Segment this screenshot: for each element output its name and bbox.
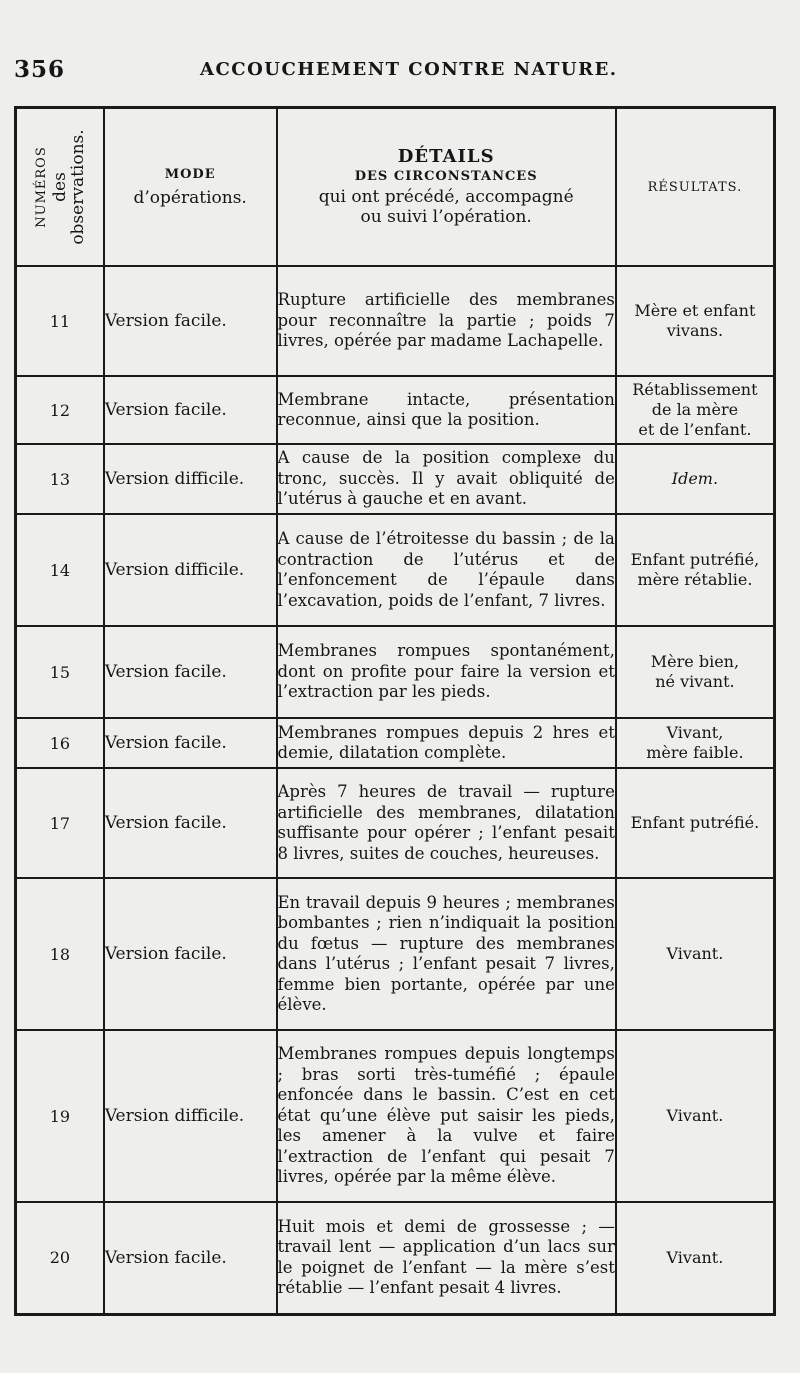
- row-result: [616, 1030, 775, 1202]
- header-numeros-des: des: [49, 172, 70, 202]
- row-result-line2: de la mère: [651, 400, 739, 419]
- row-mode: [104, 514, 277, 626]
- table-row: [16, 878, 775, 1030]
- row-mode-text: Version difficile.: [104, 1106, 245, 1126]
- row-result-line1: Idem.: [671, 469, 719, 488]
- row-details: Membranes rompues spontanément, dont on profite pour faire la version et l’extraction par les pieds.: [277, 626, 616, 718]
- row-mode: [104, 376, 277, 444]
- row-result: [616, 878, 775, 1030]
- header-resultats: RÉSULTATS.: [616, 108, 775, 267]
- row-result-line2: vivans.: [666, 321, 724, 340]
- row-result: [616, 514, 775, 626]
- table-row: [16, 376, 775, 444]
- row-mode: [104, 718, 277, 768]
- row-details: Après 7 heures de travail — rupture artificielle des membranes, dilatation suffisante pour opérer ; l’enfant pesait 8 livres, suites de couches, heureuses.: [277, 768, 616, 878]
- page-number: 356: [14, 56, 66, 83]
- row-result: [616, 718, 775, 768]
- row-result: [616, 266, 775, 376]
- row-mode-text: Version difficile.: [104, 560, 245, 580]
- row-result-line1: Mère bien,: [650, 652, 740, 671]
- row-details: Membranes rompues depuis longtemps ; bras sorti très-tuméfié ; épaule enfoncée dans le bassin. C’est en cet état qu’une élève put saisir les pieds, les amener à la vulve et faire l’extraction de l’enfant qui pesait 7 livres, opérée par la même élève.: [277, 1030, 616, 1202]
- table-row: [16, 626, 775, 718]
- row-mode-text: Version facile.: [104, 662, 227, 682]
- table-row: [16, 266, 775, 376]
- header-numeros: [16, 108, 104, 267]
- row-result-line1: Vivant.: [666, 944, 724, 963]
- page-header: [0, 56, 800, 90]
- row-number: 17: [16, 768, 104, 878]
- row-details: A cause de l’étroitesse du bassin ; de la contraction de l’utérus et de l’enfoncement de l’épaule dans l’excavation, poids de l’enfant, 7 livres.: [277, 514, 616, 626]
- row-mode: [104, 626, 277, 718]
- header-numeros-label: NUMÉROS: [33, 146, 49, 228]
- row-result-line3: et de l’enfant.: [638, 420, 752, 439]
- header-details-sub: DES CIRCONSTANCES: [354, 169, 538, 184]
- table-row: [16, 1202, 775, 1314]
- row-details: Rupture artificielle des membranes pour reconnaître la partie ; poids 7 livres, opérée par madame Lachapelle.: [277, 266, 616, 376]
- row-mode-text: Version facile.: [104, 311, 227, 331]
- row-result-line1: Rétablissement: [632, 380, 758, 399]
- header-details-line2: ou suivi l’opération.: [360, 207, 532, 227]
- row-result: [616, 626, 775, 718]
- observations-table: [14, 106, 776, 1316]
- header-mode-label: MODE: [164, 166, 216, 182]
- row-mode: [104, 444, 277, 514]
- row-details: A cause de la position complexe du tronc, succès. Il y avait obliquité de l’utérus à gauche et en avant.: [277, 444, 616, 514]
- header-details-line1: qui ont précédé, accompagné: [318, 187, 574, 207]
- row-result: [616, 376, 775, 444]
- row-details: Huit mois et demi de grossesse ; — travail lent — application d’un lacs sur le poignet de l’enfant — la mère s’est rétablie — l’enfant pesait 4 livres.: [277, 1202, 616, 1314]
- row-mode: [104, 1202, 277, 1314]
- row-mode: [104, 768, 277, 878]
- row-number: 11: [16, 266, 104, 376]
- row-result-line1: Vivant.: [666, 1106, 724, 1125]
- table-row: [16, 1030, 775, 1202]
- row-number: 14: [16, 514, 104, 626]
- row-number: 13: [16, 444, 104, 514]
- row-number: 15: [16, 626, 104, 718]
- row-mode-text: Version difficile.: [104, 469, 245, 489]
- table-row: [16, 514, 775, 626]
- row-result-line1: Vivant,: [666, 723, 724, 742]
- row-result-line2: né vivant.: [655, 672, 735, 691]
- row-result: [616, 1202, 775, 1314]
- row-result: [616, 444, 775, 514]
- row-result-line1: Enfant putréfié,: [630, 550, 760, 569]
- row-mode-text: Version facile.: [104, 400, 227, 420]
- row-result-line2: mère faible.: [646, 743, 744, 762]
- row-mode-text: Version facile.: [104, 733, 227, 753]
- row-number: 16: [16, 718, 104, 768]
- row-mode: [104, 878, 277, 1030]
- row-mode-text: Version facile.: [104, 944, 227, 964]
- table-row: [16, 768, 775, 878]
- row-details: En travail depuis 9 heures ; membranes bombantes ; rien n’indiquait la position du fœtus — rupture des membranes dans l’utérus ; l’enfant pesait 7 livres, femme bien portante, opérée par une élève.: [277, 878, 616, 1030]
- row-number: 18: [16, 878, 104, 1030]
- row-number: 12: [16, 376, 104, 444]
- row-mode-text: Version facile.: [104, 813, 227, 833]
- header-details: [277, 108, 616, 267]
- row-number: 20: [16, 1202, 104, 1314]
- row-number: 19: [16, 1030, 104, 1202]
- row-mode-text: Version facile.: [104, 1247, 227, 1268]
- header-mode-sub: d’opérations.: [133, 187, 247, 208]
- row-details: Membranes rompues depuis 2 hres et demie, dilatation complète.: [277, 718, 616, 768]
- table-row: [16, 444, 775, 514]
- row-result: [616, 768, 775, 878]
- row-result-line1: Enfant putréfié.: [630, 813, 760, 832]
- header-numeros-observations: observations.: [67, 129, 88, 245]
- row-result-line2: mère rétablie.: [637, 570, 753, 589]
- header-mode: [104, 108, 277, 267]
- table-row: [16, 718, 775, 768]
- row-result-line1: Mère et enfant: [634, 301, 756, 320]
- row-result-line1: Vivant.: [666, 1247, 724, 1267]
- running-title: ACCOUCHEMENT CONTRE NATURE.: [200, 59, 618, 80]
- row-details: Membrane intacte, présentation reconnue, ainsi que la position.: [277, 376, 616, 444]
- table-header-row: [16, 108, 775, 267]
- row-mode: [104, 1030, 277, 1202]
- header-details-label: DÉTAILS: [397, 146, 495, 167]
- row-mode: [104, 266, 277, 376]
